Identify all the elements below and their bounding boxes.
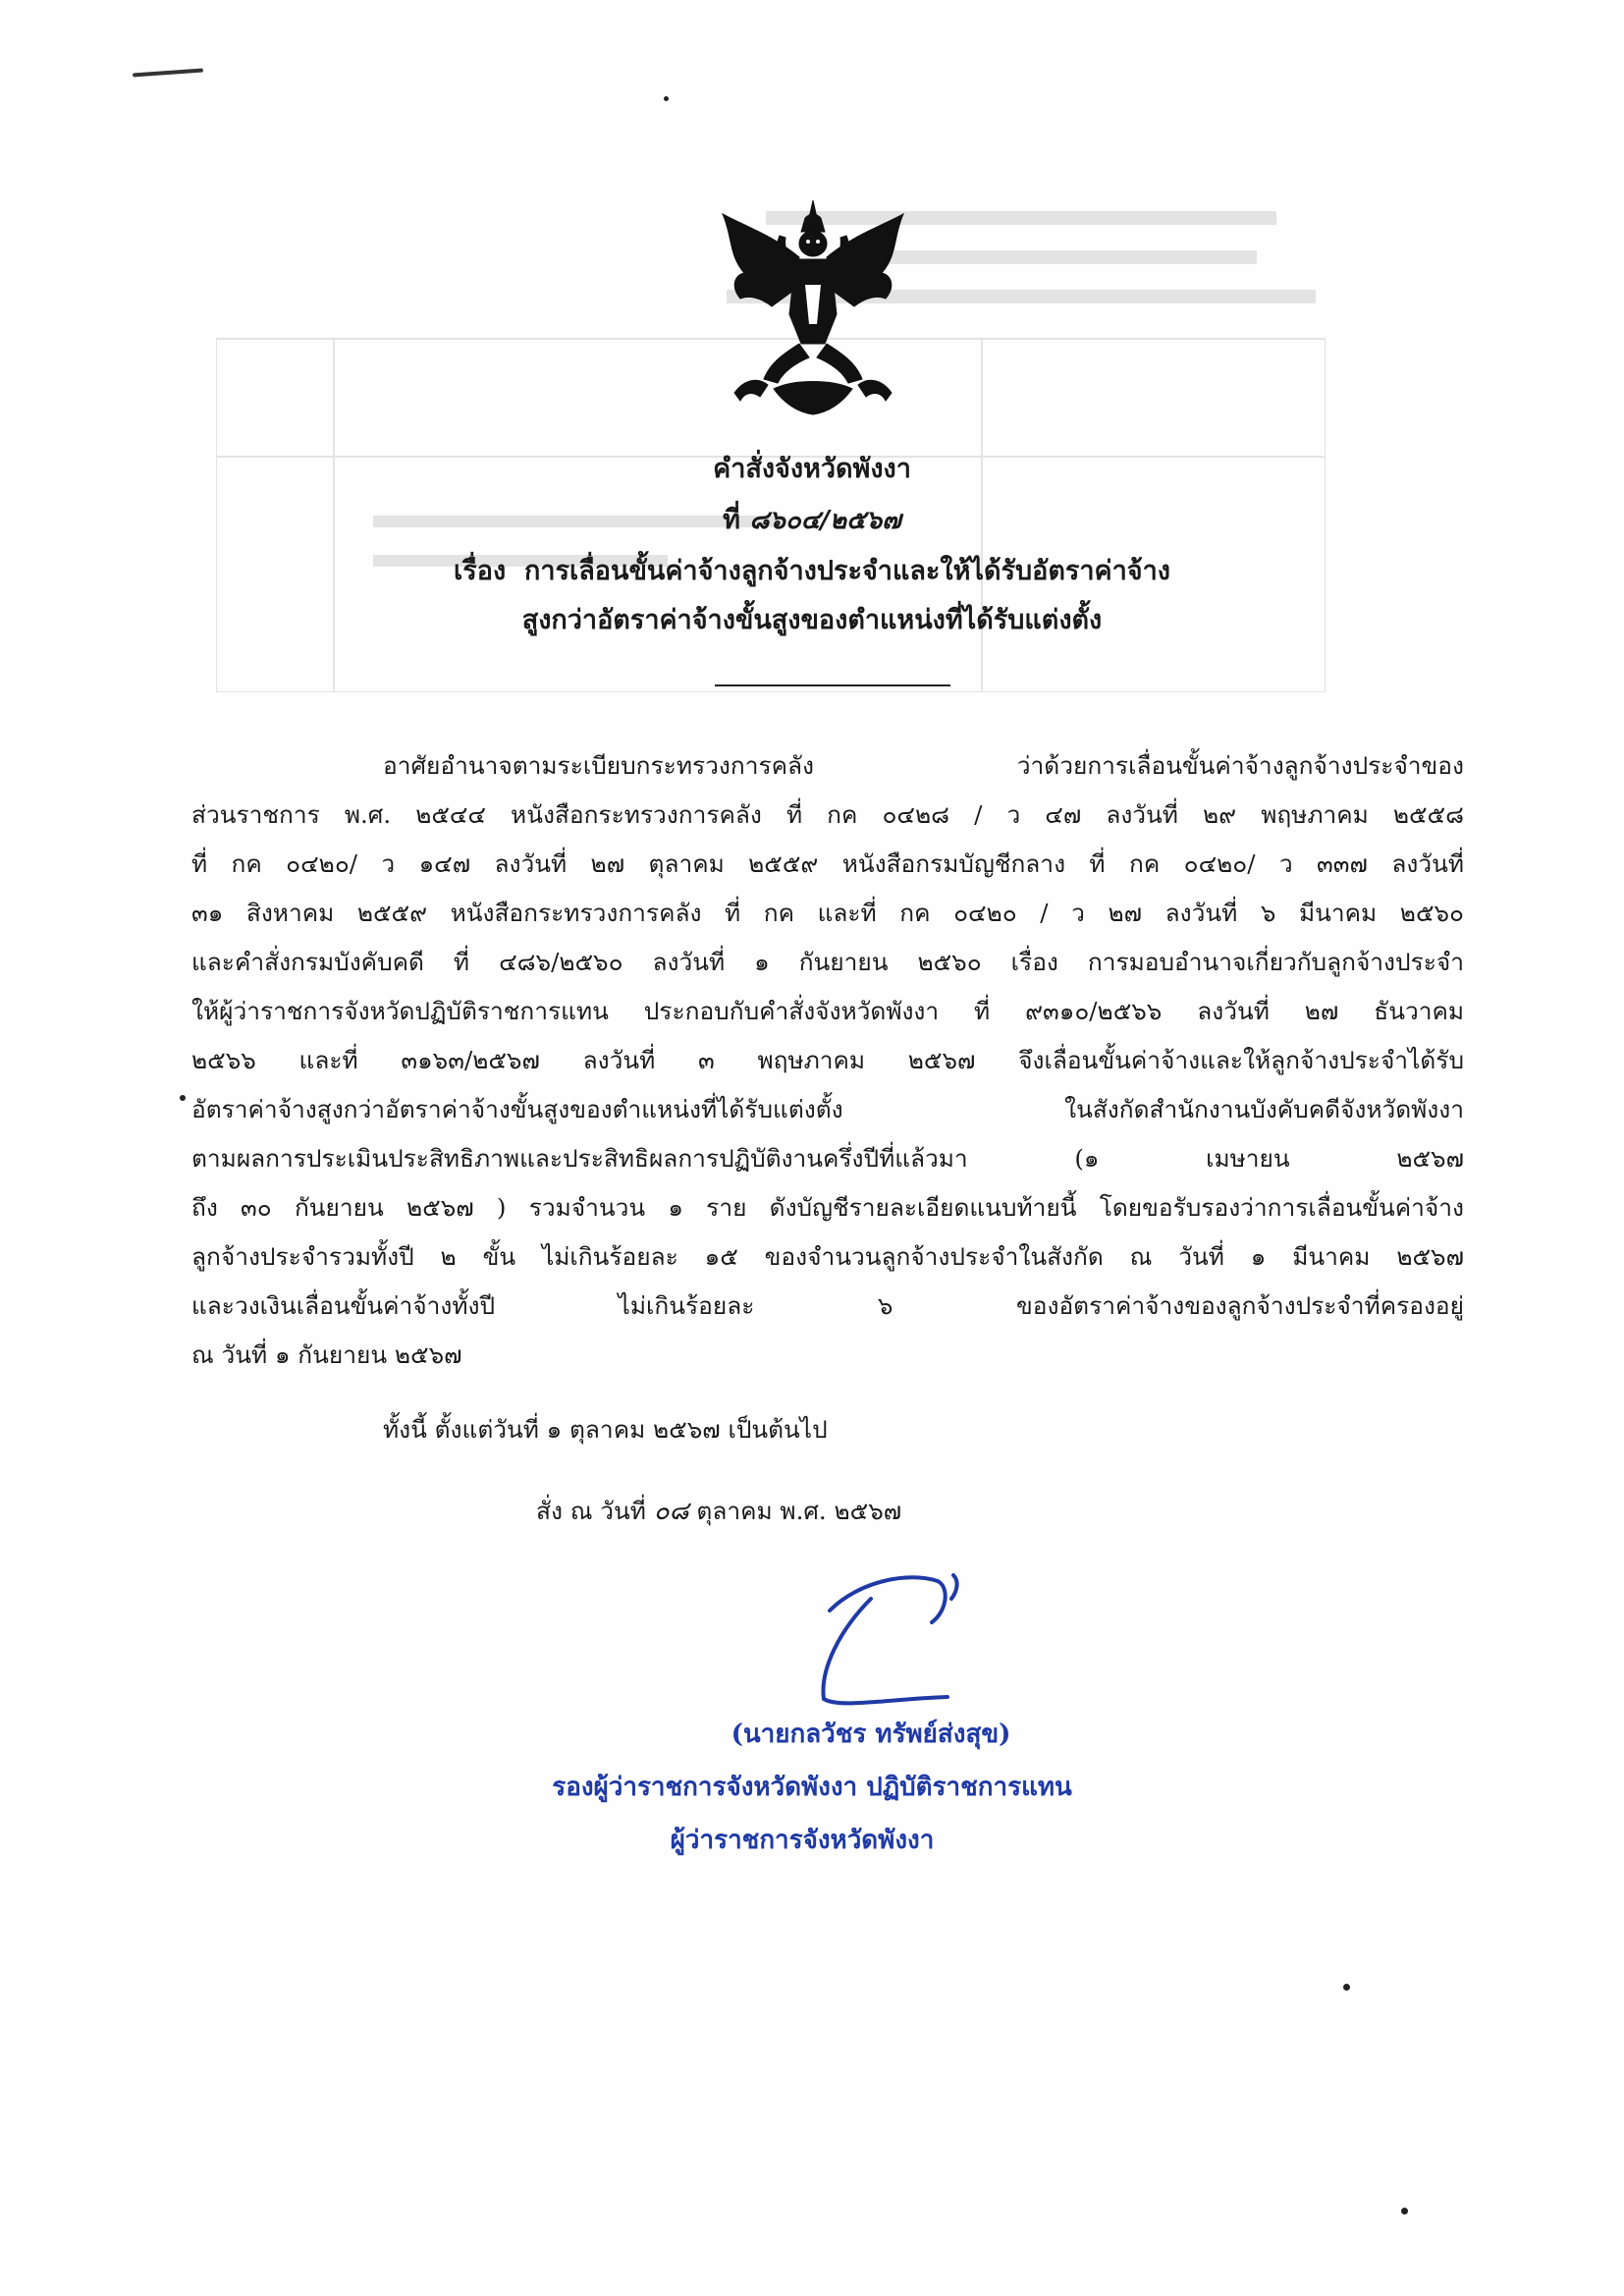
stray-pen-mark <box>133 68 203 77</box>
subject-line-2: สูงกว่าอัตราค่าจ้างขั้นสูงของตำแหน่งที่ได้รับแต่งตั้ง <box>521 605 1103 635</box>
signed-date-line <box>536 1491 901 1531</box>
order-number: ๘๖๐๔/๒๕๖๗ <box>749 506 901 535</box>
effective-date-line: ทั้งนี้ ตั้งแต่วันที่ ๑ ตุลาคม ๒๕๖๗ เป็นต้นไป <box>383 1415 828 1444</box>
header-divider <box>715 684 950 686</box>
scan-speck <box>664 96 669 101</box>
body-line: และวงเงินเลื่อนขั้นค่าจ้างทั้งปี ไม่เกินร้อยละ ๖ ของอัตราค่าจ้างของลูกจ้างประจำที่ครองอยู่ <box>191 1291 1464 1320</box>
scan-speck <box>1343 1984 1350 1991</box>
body-line: ให้ผู้ว่าราชการจังหวัดปฏิบัติราชการแทน ประกอบกับคำสั่งจังหวัดพังงา ที่ ๙๓๑๐/๒๕๖๖ ลงวันที่ ๒๗ ธันวาคม <box>191 997 1464 1025</box>
body-line: ๓๑ สิงหาคม ๒๕๕๙ หนังสือกระทรวงการคลัง ที่ กค และที่ กค ๐๔๒๐ / ว ๒๗ ลงวันที่ ๖ มีนาคม ๒๕๖๐ <box>191 899 1464 927</box>
scan-speck <box>180 1095 186 1101</box>
signatory-title-2: ผู้ว่าราชการจังหวัดพังงา <box>670 1826 935 1855</box>
body-line: ๒๕๖๖ และที่ ๓๑๖๓/๒๕๖๗ ลงวันที่ ๓ พฤษภาคม ๒๕๖๗ จึงเลื่อนขั้นค่าจ้างและให้ลูกจ้างประจำได้รับ <box>191 1046 1464 1074</box>
scan-speck <box>1401 2208 1408 2214</box>
body-line: ตามผลการประเมินประสิทธิภาพและประสิทธิผลการปฏิบัติงานครึ่งปีที่แล้วมา (๑ เมษายน ๒๕๖๗ <box>191 1144 1464 1173</box>
body-line: ที่ กค ๐๔๒๐/ ว ๑๔๗ ลงวันที่ ๒๗ ตุลาคม ๒๕๕๙ หนังสือกรมบัญชีกลาง ที่ กค ๐๔๒๐/ ว ๓๓๗ ลงวันที่ <box>191 849 1464 878</box>
body-line: อาศัยอำนาจตามระเบียบกระทรวงการคลัง ว่าด้วยการเลื่อนขั้นค่าจ้างลูกจ้างประจำของ <box>383 751 1464 780</box>
body-line: ส่วนราชการ พ.ศ. ๒๕๔๔ หนังสือกระทรวงการคลัง ที่ กค ๐๔๒๘ / ว ๔๗ ลงวันที่ ๒๙ พฤษภาคม ๒๕๕๘ <box>191 800 1464 829</box>
order-number-line <box>0 498 1624 540</box>
body-line: ณ วันที่ ๑ กันยายน ๒๕๖๗ <box>191 1340 462 1369</box>
body-line: ถึง ๓๐ กันยายน ๒๕๖๗ ) รวมจำนวน ๑ ราย ดังบัญชีรายละเอียดแนบท้ายนี้ โดยขอรับรองว่าการเลื่อนขั้นค่าจ้าง <box>191 1193 1464 1222</box>
subject-label: เรื่อง <box>454 556 507 586</box>
subject-line-1 <box>0 549 1624 591</box>
signatory-title: รองผู้ว่าราชการจังหวัดพังงา ปฏิบัติราชการแทน <box>552 1773 1072 1802</box>
body-line: และคำสั่งกรมบังคับคดี ที่ ๔๘๖/๒๕๖๐ ลงวันที่ ๑ กันยายน ๒๕๖๐ เรื่อง การมอบอำนาจเกี่ยวกับลูกจ้างประจำ <box>191 948 1464 976</box>
body-line: อัตราค่าจ้างสูงกว่าอัตราค่าจ้างขั้นสูงของตำแหน่งที่ได้รับแต่งตั้ง ในสังกัดสำนักงานบังคับคดีจังหวัดพังงา <box>191 1095 1464 1123</box>
signed-day: ๐๘ <box>653 1497 689 1526</box>
order-number-prefix: ที่ <box>723 505 740 535</box>
body-line: ลูกจ้างประจำรวมทั้งปี ๒ ขั้น ไม่เกินร้อยละ ๑๕ ของจำนวนลูกจ้างประจำในสังกัด ณ วันที่ ๑ มีนาคม ๒๕๖๗ <box>191 1242 1464 1271</box>
handwritten-signature <box>800 1561 977 1719</box>
subject-text-1: การเลื่อนขั้นค่าจ้างลูกจ้างประจำและให้ได้รับอัตราค่าจ้าง <box>524 556 1170 586</box>
signed-suffix: ตุลาคม พ.ศ. ๒๕๖๗ <box>696 1497 902 1525</box>
signatory-name: (นายกลวัชร ทรัพย์ส่งสุข) <box>731 1720 1011 1749</box>
signed-prefix: สั่ง ณ วันที่ <box>536 1497 646 1525</box>
garuda-emblem-icon <box>715 196 911 417</box>
order-title: คำสั่งจังหวัดพังงา <box>713 454 911 484</box>
